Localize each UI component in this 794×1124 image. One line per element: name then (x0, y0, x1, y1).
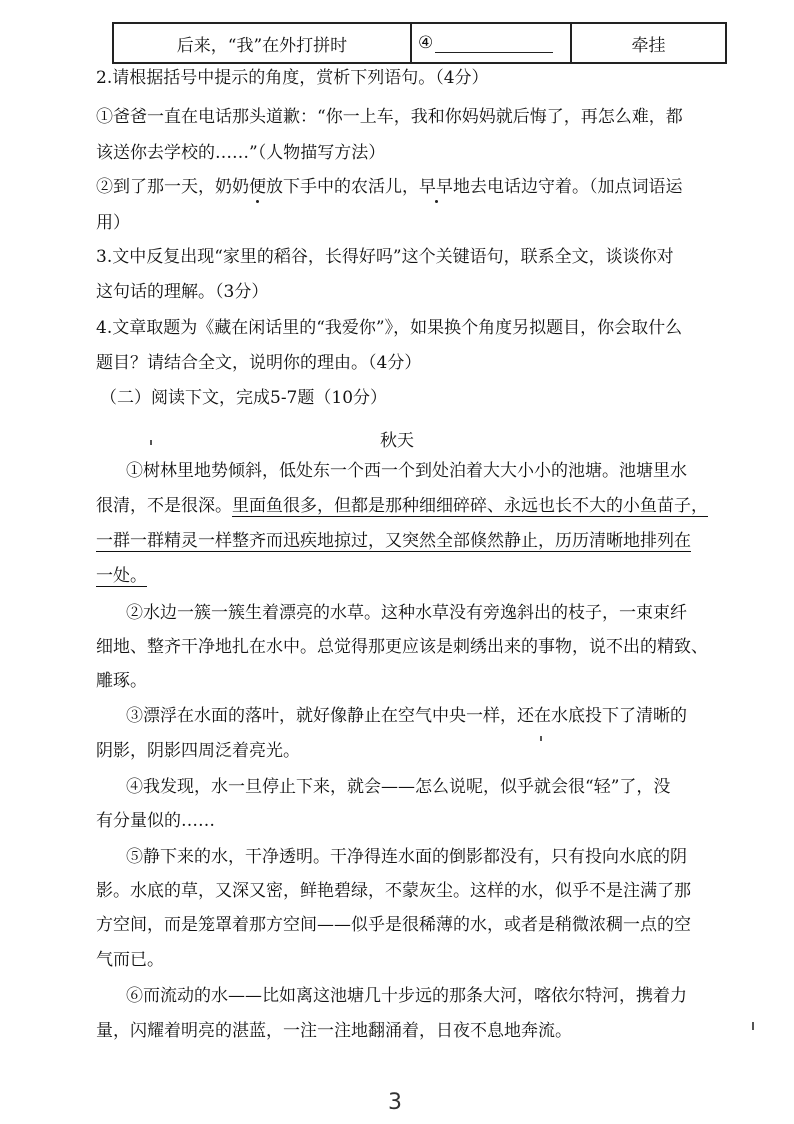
item-2-text-b: 放下手中的农活儿， (266, 177, 419, 197)
dotted-word-1: 便 (249, 177, 266, 197)
paragraph-1-plain-text: 很清，不是很深。 (96, 496, 232, 516)
paragraph-2-line-3: 雕琢。 (96, 671, 147, 691)
paragraph-3-line-2: 阴影，阴影四周泛着亮光。 (96, 741, 300, 761)
table-cell-stage: 后来，“我”在外打拼时 (114, 24, 412, 62)
scan-speck (540, 736, 542, 741)
paragraph-4-line-1: ④我发现，水一旦停止下来，就会——怎么说呢，似乎就会很“轻”了，没 (126, 777, 671, 797)
paragraph-5-line-3: 方空间，而是笼罩着那方空间——似乎是很稀薄的水，或者是稍微浓稠一点的空 (96, 915, 691, 935)
table-cell-answer-blank[interactable] (412, 24, 572, 62)
blank-number: ④ (418, 33, 434, 53)
underlined-sentence-part-2: 一群一群精灵一样整齐而迅疾地掠过，又突然全部倏然静止，历历清晰地排列在 (96, 531, 691, 551)
paragraph-2-line-1: ②水边一簇一簇生着漂亮的水草。这种水草没有旁逸斜出的枝子，一束束纤 (126, 603, 687, 623)
answer-table-row (112, 22, 727, 64)
paragraph-6-line-2: 量，闪耀着明亮的湛蓝，一注一注地翻涌着，日夜不息地奔流。 (96, 1021, 572, 1041)
underlined-sentence-part-3: 一处。 (96, 566, 147, 586)
paragraph-5-line-4: 气而已。 (96, 950, 164, 970)
item-2-text-a: ②到了那一天，奶奶 (96, 177, 249, 197)
underlined-sentence-part-1: 里面鱼很多，但都是那种细细碎碎、永远也长不大的小鱼苗子， (232, 496, 708, 516)
article-title: 秋天 (380, 431, 414, 451)
question-2-item-2-line-1 (96, 176, 683, 198)
paragraph-1-line-2 (96, 495, 708, 517)
paragraph-2-line-2: 细地、整齐干净地扎在水中。总觉得那更应该是刺绣出来的事物，说不出的精致、 (96, 637, 708, 657)
question-4-line-2: 题目？请结合全文，说明你的理由。（4分） (96, 353, 422, 373)
paragraph-6-line-1: ⑥而流动的水——比如离这池塘几十步远的那条大河，喀依尔特河，携着力 (126, 986, 687, 1006)
fill-in-line[interactable] (435, 34, 553, 53)
question-2-item-2-line-2: 用） (96, 213, 130, 233)
question-2-item-1-line-1: ①爸爸一直在电话那头道歉：“你一上车，我和你妈妈就后悔了，再怎么难，都 (96, 107, 683, 127)
table-cell-emotion: 牵挂 (631, 35, 666, 56)
question-3-line-1: 3.文中反复出现“家里的稻谷，长得好吗”这个关键语句，联系全文，谈谈你对 (96, 247, 674, 267)
paragraph-5-line-2: 影。水底的草，又深又密，鲜艳碧绿，不蒙灰尘。这样的水，似乎不是注满了那 (96, 881, 691, 901)
section-2-heading: （二）阅读下文，完成5-7题（10分） (100, 388, 388, 408)
paragraph-5-line-1: ⑤静下来的水，干净透明。干净得连水面的倒影都没有，只有投向水底的阴 (126, 847, 687, 867)
question-3-line-2: 这句话的理解。（3分） (96, 282, 269, 302)
scan-speck (752, 1022, 754, 1030)
scan-speck (150, 440, 152, 445)
question-2-item-1-line-2: 该送你去学校的……”（人物描写方法） (96, 143, 386, 163)
paragraph-3-line-1: ③漂浮在水面的落叶，就好像静止在空气中央一样，还在水底投下了清晰的 (126, 706, 687, 726)
paragraph-4-line-2: 有分量似的…… (96, 811, 215, 831)
item-2-text-c: 地去电话边守着。（加点词语运 (453, 177, 683, 197)
paragraph-1-line-1: ①树林里地势倾斜，低处东一个西一个到处泊着大大小小的池塘。池塘里水 (126, 461, 687, 481)
question-2-stem: 2.请根据括号中提示的角度，赏析下列语句。（4分） (96, 68, 489, 88)
dotted-word-2: 早早 (419, 177, 453, 197)
question-4-line-1: 4.文章取题为《藏在闲话里的“我爱你”》，如果换个角度另拟题目，你会取什么 (96, 318, 683, 338)
page-number: 3 (388, 1090, 402, 1115)
